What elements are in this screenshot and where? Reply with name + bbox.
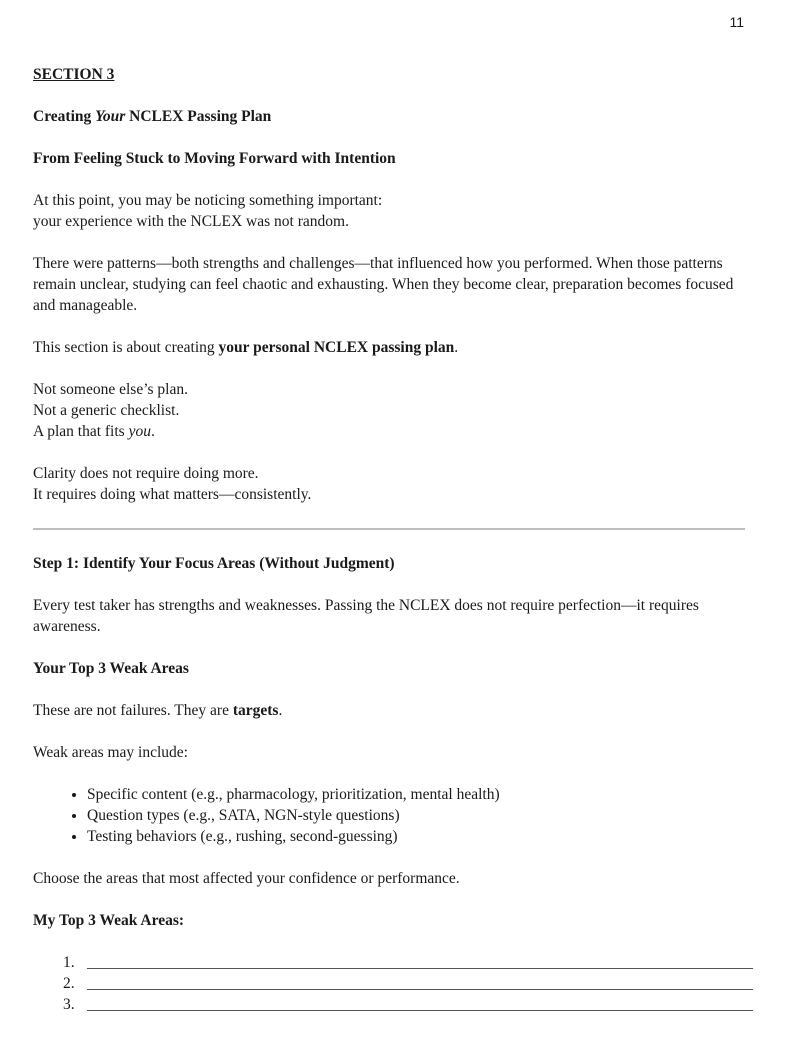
fill-in-number: 2.: [63, 975, 75, 992]
clarity-line-1: Clarity does not require doing more.: [33, 465, 259, 482]
section-label: SECTION 3: [33, 66, 115, 83]
section-title: [33, 106, 753, 127]
list-item: • Testing behaviors (e.g., rushing, second-guessing): [87, 826, 753, 847]
not-someone-line: Not someone else’s plan.: [33, 381, 188, 398]
clarity-line-2: It requires doing what matters—consistently.: [33, 486, 312, 503]
targets-suffix: .: [278, 702, 283, 719]
my-weak-areas-heading: My Top 3 Weak Areas:: [33, 912, 185, 929]
intro-line-1: At this point, you may be noticing something important:: [33, 192, 383, 209]
section-about-paragraph: [33, 337, 753, 358]
plan-lines: [33, 379, 753, 442]
not-generic-line: Not a generic checklist.: [33, 402, 180, 419]
plan-fits-line: [33, 421, 753, 442]
plan-fits-suffix: .: [150, 423, 155, 440]
plan-fits-prefix: A plan that fits: [33, 423, 129, 440]
step1-heading: Step 1: Identify Your Focus Areas (Without Judgment): [33, 555, 395, 572]
about-suffix: .: [454, 339, 459, 356]
fill-in-blank-line[interactable]: [87, 1009, 753, 1011]
fill-in-row: [63, 994, 753, 1015]
fill-in-row: [63, 952, 753, 973]
intro-line-2: your experience with the NCLEX was not random.: [33, 213, 349, 230]
targets-prefix: These are not failures. They are: [33, 702, 233, 719]
fill-in-blank-line[interactable]: [87, 988, 753, 990]
page-number: 11: [729, 14, 744, 30]
about-bold: your personal NCLEX passing plan: [218, 339, 455, 356]
plan-fits-italic: you: [128, 423, 151, 440]
weak-areas-fill-in-list: [33, 952, 753, 1015]
fill-in-blank-line[interactable]: [87, 967, 753, 969]
title-prefix: Creating: [33, 108, 96, 125]
fill-in-row: [63, 973, 753, 994]
weak-include-line: Weak areas may include:: [33, 744, 188, 761]
clarity-lines: [33, 463, 753, 505]
targets-bold: targets: [232, 702, 279, 719]
section-divider: [33, 528, 745, 530]
intro-paragraph: [33, 190, 753, 232]
choose-paragraph: Choose the areas that most affected your confidence or performance.: [33, 870, 460, 887]
section-subtitle: From Feeling Stuck to Moving Forward with Intention: [33, 150, 396, 167]
title-suffix: NCLEX Passing Plan: [125, 108, 272, 125]
about-prefix: This section is about creating: [33, 339, 219, 356]
list-item: • Specific content (e.g., pharmacology, prioritization, mental health): [87, 784, 753, 805]
weak-areas-examples-list: [33, 784, 753, 847]
title-italic: Your: [95, 108, 126, 125]
targets-paragraph: [33, 700, 753, 721]
document-body: [33, 64, 753, 1015]
patterns-paragraph: There were patterns—both strengths and challenges—that influenced how you performed. When those patterns remain unclear, studying can feel chaotic and exhausting. When they become clear, preparation becomes focused and manageable.: [33, 255, 734, 314]
weak-areas-heading: Your Top 3 Weak Areas: [33, 660, 189, 677]
fill-in-number: 1.: [63, 954, 75, 971]
list-item: • Question types (e.g., SATA, NGN-style questions): [87, 805, 753, 826]
fill-in-number: 3.: [63, 996, 75, 1013]
step1-paragraph: Every test taker has strengths and weaknesses. Passing the NCLEX does not require perfection—it requires awareness.: [33, 597, 699, 635]
